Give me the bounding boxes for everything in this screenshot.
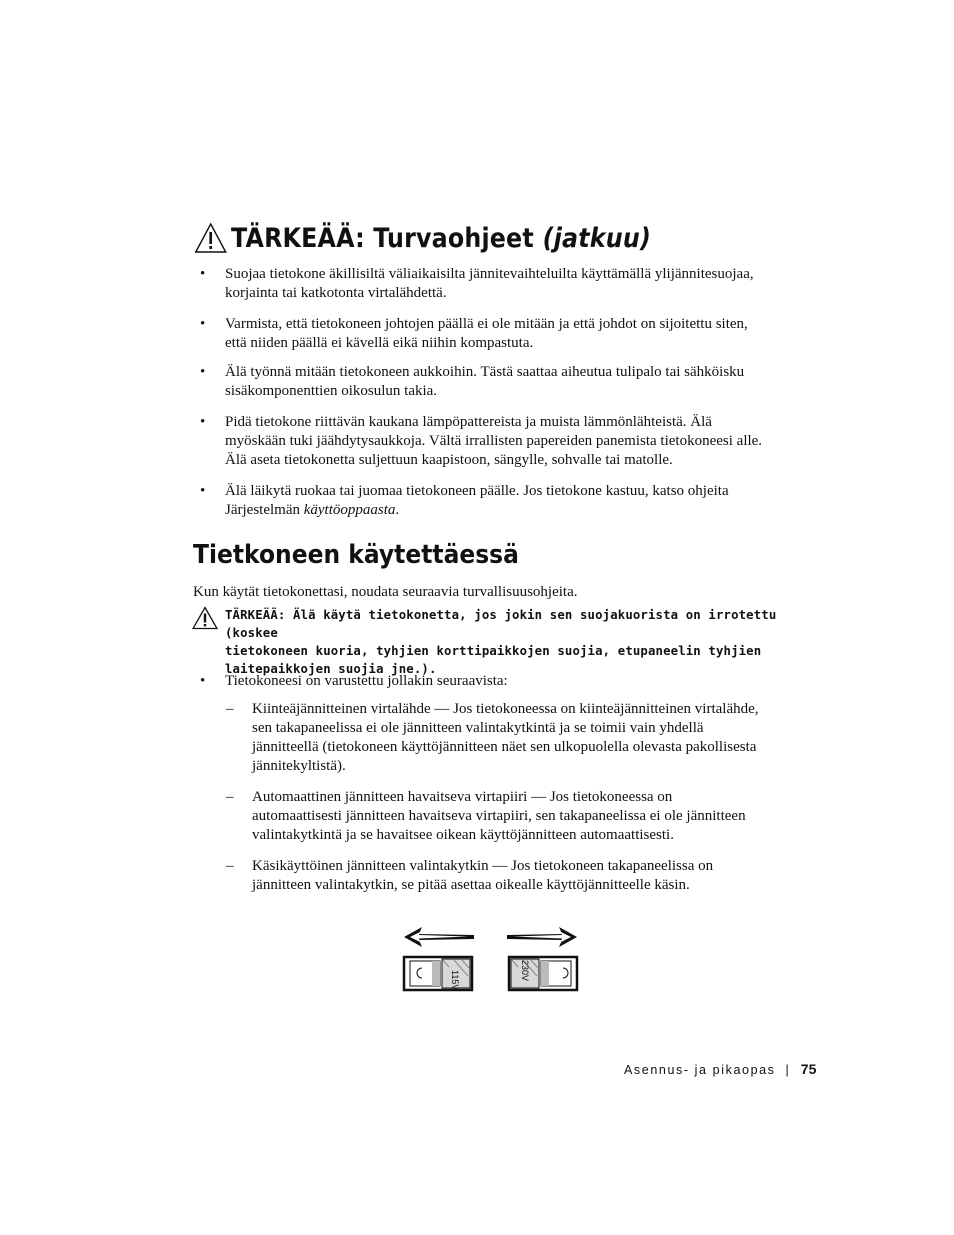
arrow-right-icon — [507, 927, 577, 947]
list-item — [200, 413, 800, 470]
item-line: Älä työnnä mitään tietokoneen aukkoihin. Tästä saattaa aiheutua tulipalo tai sähköisku — [225, 364, 745, 380]
item-line: Tietokoneesi on varustettu jollakin seuraavista: — [225, 673, 508, 689]
heading-continued: (jatkuu) — [542, 222, 651, 254]
item-text: Järjestelmän — [225, 502, 304, 518]
item-line: sisäkomponenttien oikosulun takia. — [225, 383, 438, 399]
power-supply-sublist — [226, 700, 806, 895]
item-line: Pidä tietokone riittävän kaukana lämpöpattereista ja muista lämmönlähteistä. Älä — [225, 414, 712, 430]
bullet-marker: • — [200, 266, 206, 282]
warning-triangle-icon — [194, 222, 227, 254]
list-item — [226, 788, 806, 845]
dash-marker: – — [226, 701, 234, 717]
item-line: Automaattinen jännitteen havaitseva virtapiiri — Jos tietokoneessa on — [252, 789, 673, 805]
voltage-switch-115v — [402, 924, 474, 992]
heading-title: TÄRKEÄÄ: Turvaohjeet — [230, 222, 534, 254]
section-heading: Tietkoneen käytettäessä — [193, 540, 519, 570]
notice-line: TÄRKEÄÄ: Älä käytä tietokonetta, jos jokin sen suojakuorista on irrotettu (koskee — [225, 608, 777, 640]
footer-separator: | — [785, 1063, 789, 1077]
item-line: Suojaa tietokone äkillisiltä väliaikaisilta jännitevaihteluilta käyttämällä ylijännitesuojaa, — [225, 266, 754, 282]
page-heading — [194, 222, 651, 254]
bullet-marker: • — [200, 673, 206, 689]
page-footer — [624, 1061, 816, 1077]
item-line: Älä läikytä ruokaa tai juomaa tietokoneen päälle. Jos tietokone kastuu, katso ohjeita — [225, 483, 729, 499]
item-line: automaattisesti jännitteen havaitseva virtapiiri, sen takapaneelissa ei ole jännitteen — [252, 808, 746, 824]
item-text: . — [395, 502, 400, 518]
bullet-marker: • — [200, 483, 206, 499]
bullet-marker: • — [200, 414, 206, 430]
item-line: jännitteen valintakytkin, se pitää asettaa oikealle käyttöjännitteelle käsin. — [252, 877, 690, 893]
list-item — [200, 315, 800, 353]
voltage-switch-230v — [505, 924, 579, 992]
item-line: sen takapaneelissa ei ole jännitteen valintakytkintä ja se toimii vain yhdellä — [252, 720, 704, 736]
item-line — [225, 501, 800, 520]
item-line: valintakytkintä ja se havaitsee oikean käyttöjännitteen automaattisesti. — [252, 827, 674, 843]
item-line: jännitteellä (tietokoneen käyttöjännitteen näet sen ulkopuolella olevasta pakollisesta — [252, 739, 757, 755]
list-item — [200, 672, 800, 691]
item-line: myöskään tuki jäähdytysaukkoja. Vältä irrallisten papereiden panemista tietokoneesi alle. — [225, 433, 763, 449]
bullet-marker: • — [200, 316, 206, 332]
page-number: 75 — [800, 1061, 817, 1077]
voltage-label-115: 115V — [450, 970, 460, 991]
list-item — [226, 700, 806, 776]
item-line: korjainta tai katkotonta virtalähdettä. — [225, 285, 447, 301]
item-line: Varmista, että tietokoneen johtojen päällä ei ole mitään ja että johdot on sijoitettu siten, — [225, 316, 748, 332]
item-line: Älä aseta tietokonetta suljettuun kaapistoon, sängylle, sohvalle tai matolle. — [225, 452, 673, 468]
list-item — [200, 482, 800, 520]
notice-line: laitepaikkojen suojia jne.). — [225, 662, 437, 676]
item-line: Käsikäyttöinen jännitteen valintakytkin — Jos tietokoneen takapaneelissa on — [252, 858, 714, 874]
voltage-label-230: 230V — [520, 960, 530, 982]
item-line: Kiinteäjännitteinen virtalähde — Jos tietokoneessa on kiinteäjännitteinen virtalähde, — [252, 701, 759, 717]
important-notice — [192, 606, 812, 678]
item-line: jännitekyltistä). — [252, 758, 346, 774]
power-bullet-list — [200, 672, 800, 691]
safety-bullet-list — [200, 265, 800, 520]
arrow-left-icon — [404, 927, 474, 947]
bullet-marker: • — [200, 364, 206, 380]
item-line: että niiden päällä ei kävellä eikä niihin kompastuta. — [225, 335, 534, 351]
list-item — [226, 857, 806, 895]
manual-reference: käyttöoppaasta — [303, 502, 396, 518]
footer-guide-title: Asennus- ja pikaopas — [624, 1063, 776, 1077]
warning-triangle-icon — [192, 606, 218, 630]
dash-marker: – — [226, 789, 234, 805]
section-intro: Kun käytät tietokonettasi, noudata seuraavia turvallisuusohjeita. — [193, 584, 578, 600]
notice-line: tietokoneen kuoria, tyhjien korttipaikkojen suojia, etupaneelin tyhjien — [225, 644, 762, 658]
list-item — [200, 363, 800, 401]
list-item — [200, 265, 800, 303]
dash-marker: – — [226, 858, 234, 874]
